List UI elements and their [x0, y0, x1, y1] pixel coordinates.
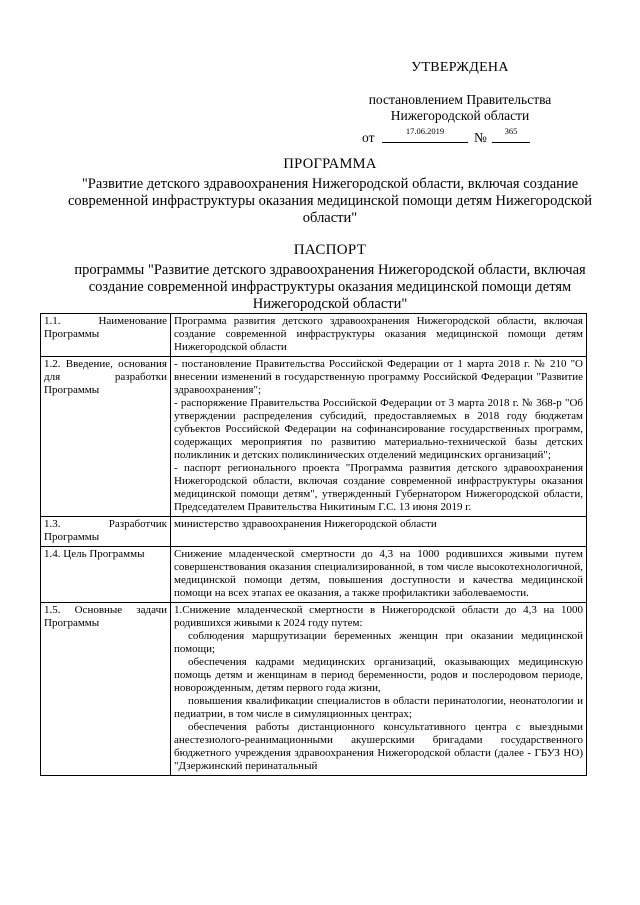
row-paragraph: обеспечения кадрами медицинских организаций, оказывающих медицинскую помощь детям и женщинам в период беременности, родов и послеродовом периоде, новорожденным, детям первого года жизни, [174, 656, 583, 694]
row-content [171, 547, 587, 603]
approval-stamp [340, 60, 580, 146]
table-row [41, 547, 587, 603]
table-row [41, 357, 587, 517]
approval-line-2: Нижегородской области [390, 108, 530, 123]
row-label: 1.4. Цель Программы [41, 547, 171, 603]
row-paragraph: - паспорт регионального проекта "Программа развития детского здравоохранения Нижегородской области, включая создание современной инфраструктуры оказания медицинской помощи детям", утвержденный Губернатором Нижегородской области, Председателем Правительства Никитиным Г.С. 13 июня 2019 г. [174, 462, 583, 513]
row-paragraph: 1.Снижение младенческой смертности в Нижегородской области до 4,3 на 1000 родившихся живыми к 2024 году путем: [174, 604, 583, 629]
row-label: 1.5. Основные задачи Программы [41, 603, 171, 776]
program-heading: ПРОГРАММА [283, 156, 377, 172]
row-label: 1.2. Введение, основания для разработки Программы [41, 357, 171, 517]
row-paragraph: соблюдения маршрутизации беременных женщин при оказании медицинской помощи; [174, 630, 583, 655]
row-paragraph: - постановление Правительства Российской Федерации от 1 марта 2018 г. № 210 "О внесении изменений в государственную программу Российской Федерации "Развитие здравоохранения"; [174, 358, 583, 396]
passport-table [40, 313, 587, 776]
approval-line-1: постановлением Правительства [368, 92, 552, 107]
row-content [171, 357, 587, 517]
row-paragraph: повышения квалификации специалистов в области перинатологии, неонатологии и педиатрии, в том числе в симуляционных центрах; [174, 695, 583, 720]
row-paragraph: обеспечения работы дистанционного консультативного центра с выездными анестезиолого-реанимационными акушерскими бригадами государственного бюджетного учреждения здравоохранения Нижегородской области (далее - ГБУЗ НО) "Дзержинский перинатальный [174, 721, 583, 772]
row-content [171, 314, 587, 357]
row-label: 1.3. Разработчик Программы [41, 517, 171, 547]
row-paragraph: Программа развития детского здравоохранения Нижегородской области, включая создание современной инфраструктуры оказания медицинской помощи детям Нижегородской области [174, 315, 583, 353]
row-content [171, 517, 587, 547]
program-name: "Развитие детского здравоохранения Нижегородской области, включая создание современной инфраструктуры оказания медицинской помощи детям Нижегородской области" [67, 176, 593, 226]
row-content [171, 603, 587, 776]
row-paragraph: - распоряжение Правительства Российской Федерации от 3 марта 2018 г. № 368-р "Об утверждении распределения субсидий, предоставляемых в 2018 году бюджетам субъектов Российской Федерации на софинансирование государственных программ, содержащих мероприятия по развитию материально-технической базы детских поликлиник и детских поликлинических отделений медицинских организаций"; [174, 397, 583, 461]
approval-title: УТВЕРЖДЕНА [411, 60, 509, 75]
row-label: 1.1. Наименование Программы [41, 314, 171, 357]
from-label: от [362, 130, 375, 145]
passport-name: программы "Развитие детского здравоохранения Нижегородской области, включая создание современной инфраструктуры оказания медицинской помощи детям Нижегородской области" [74, 262, 586, 312]
number-sign: № [474, 130, 487, 145]
row-paragraph: министерство здравоохранения Нижегородской области [174, 518, 437, 530]
passport-heading: ПАСПОРТ [293, 242, 367, 258]
row-paragraph: Снижение младенческой смертности до 4,3 на 1000 родившихся живыми путем совершенствования оказания специализированной, в том числе высокотехнологичной, медицинской помощи детям, повышения доступности и качества медицинской помощи на всех этапах ее оказания, а также профилактики заболеваемости. [174, 548, 583, 599]
approval-number: 365 [492, 126, 530, 143]
table-row [41, 517, 587, 547]
table-row [41, 603, 587, 776]
approval-date: 17.06.2019 [382, 126, 468, 143]
table-row [41, 314, 587, 357]
approval-date-number [340, 126, 580, 146]
